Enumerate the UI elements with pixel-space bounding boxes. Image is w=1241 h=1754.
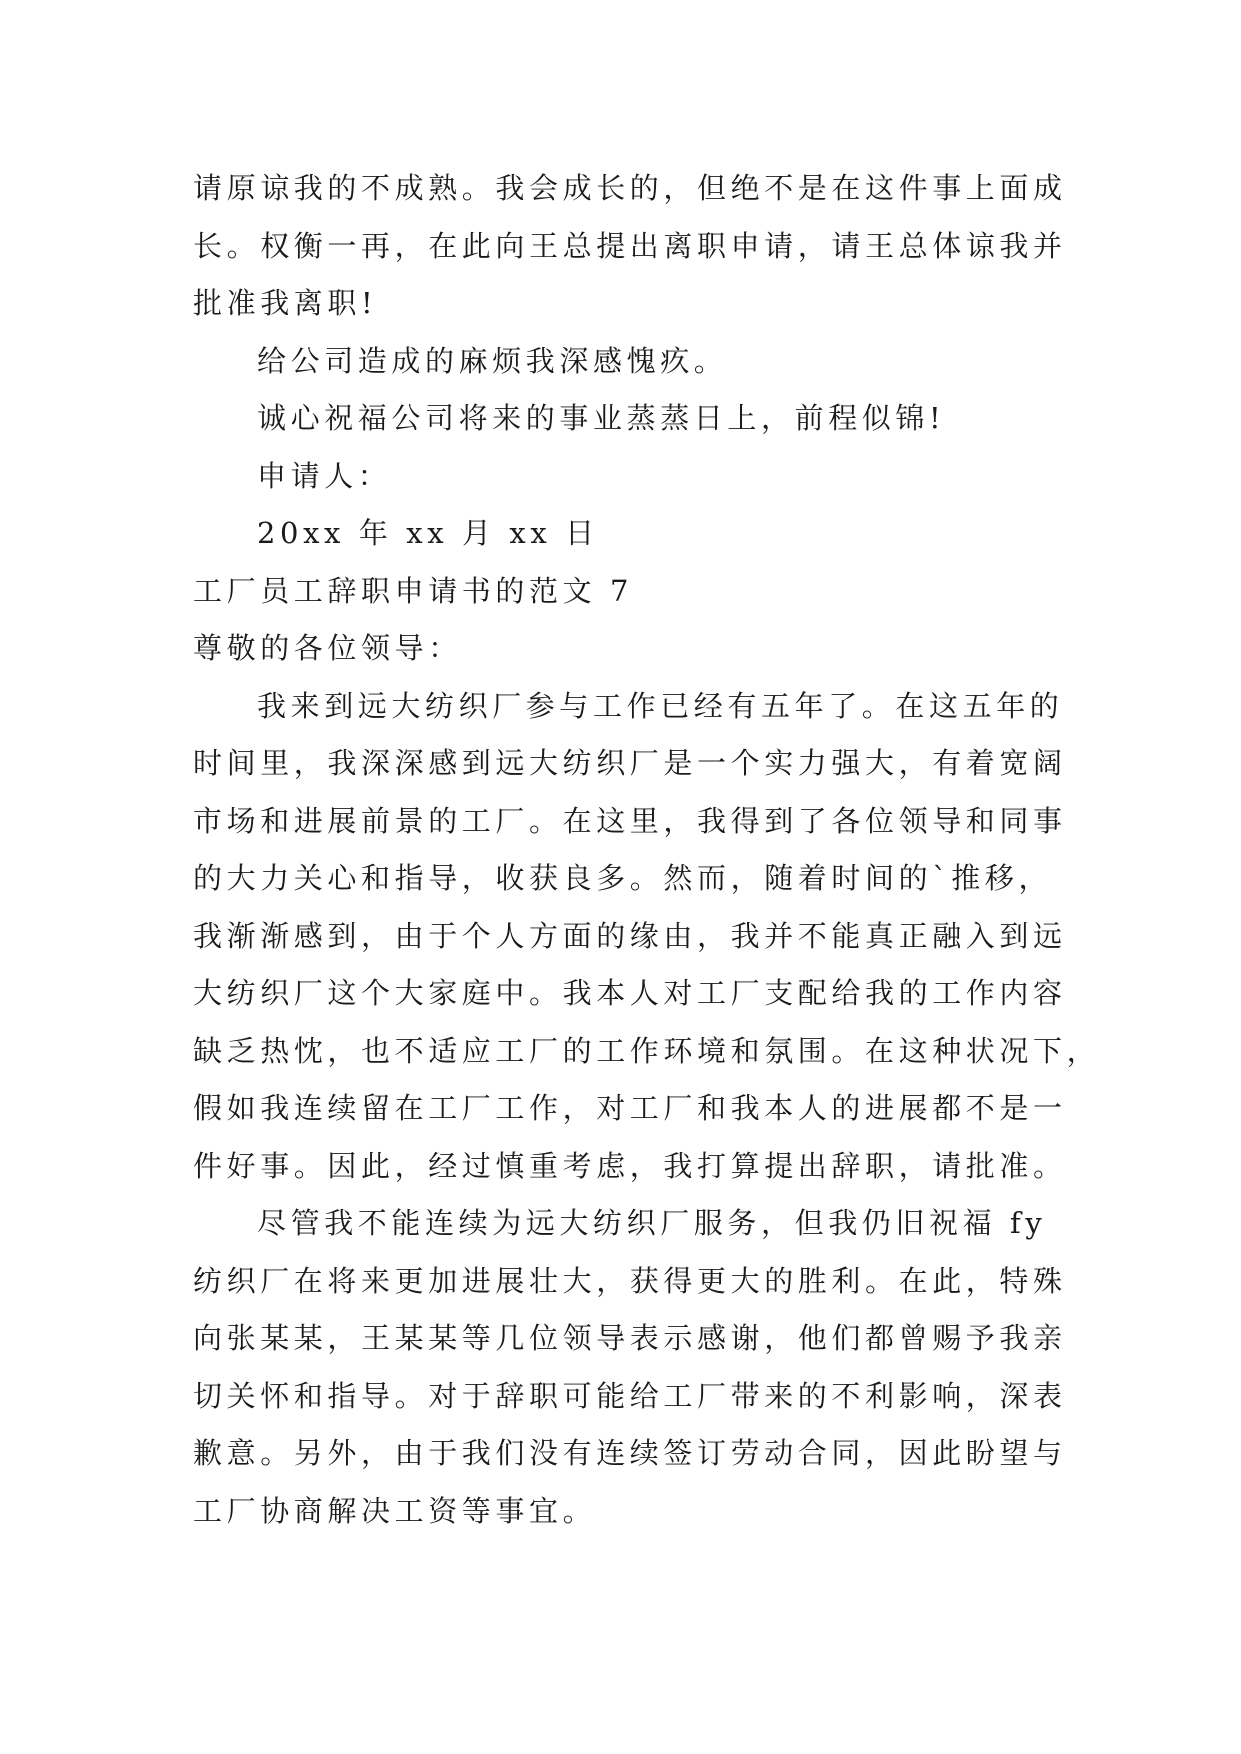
text-line: 纺织厂在将来更加进展壮大，获得更大的胜利。在此，特殊	[193, 1263, 1067, 1298]
text-line: 向张某某，王某某等几位领导表示感谢，他们都曾赐予我亲	[193, 1321, 1067, 1355]
text-line: 请原谅我的不成熟。我会成长的，但绝不是在这件事上面成	[193, 171, 1067, 205]
text-line: 尽管我不能连续为远大纺织厂服务，但我仍旧祝福 fy	[257, 1206, 1047, 1240]
text-line: 批准我离职!	[193, 286, 378, 320]
text-line: 长。权衡一再，在此向王总提出离职申请，请王总体谅我并	[193, 228, 1067, 263]
text-line: 缺乏热忱，也不适应工厂的工作环境和氛围。在这种状况下，	[193, 1033, 1101, 1068]
text-line: 假如我连续留在工厂工作，对工厂和我本人的进展都不是一	[193, 1091, 1067, 1125]
text-line: 我渐渐感到，由于个人方面的缘由，我并不能真正融入到远	[193, 918, 1067, 953]
text-line: 给公司造成的麻烦我深感愧疚。	[257, 343, 728, 378]
text-line: 我来到远大纺织厂参与工作已经有五年了。在这五年的	[257, 688, 1064, 723]
text-line: 工厂协商解决工资等事宜。	[193, 1493, 597, 1528]
text-line: 的大力关心和指导，收获良多。然而，随着时间的`推移，	[193, 861, 1053, 895]
text-line: 市场和进展前景的工厂。在这里，我得到了各位领导和同事	[193, 803, 1067, 838]
text-line: 诚心祝福公司将来的事业蒸蒸日上，前程似锦!	[257, 401, 946, 435]
document-body	[193, 160, 1101, 1540]
text-line: 大纺织厂这个大家庭中。我本人对工厂支配给我的工作内容	[193, 976, 1067, 1010]
text-line: 工厂员工辞职申请书的范文 7	[193, 573, 634, 608]
text-line: 20xx 年 xx 月 xx 日	[257, 516, 599, 550]
text-line: 歉意。另外，由于我们没有连续签订劳动合同，因此盼望与	[193, 1436, 1067, 1470]
text-line: 切关怀和指导。对于辞职可能给工厂带来的不利影响，深表	[193, 1378, 1067, 1413]
text-line: 申请人：	[257, 458, 392, 493]
text-line: 尊敬的各位领导：	[193, 631, 462, 665]
text-line: 时间里，我深深感到远大纺织厂是一个实力强大，有着宽阔	[193, 746, 1067, 780]
text-line: 件好事。因此，经过慎重考虑，我打算提出辞职，请批准。	[193, 1148, 1067, 1183]
